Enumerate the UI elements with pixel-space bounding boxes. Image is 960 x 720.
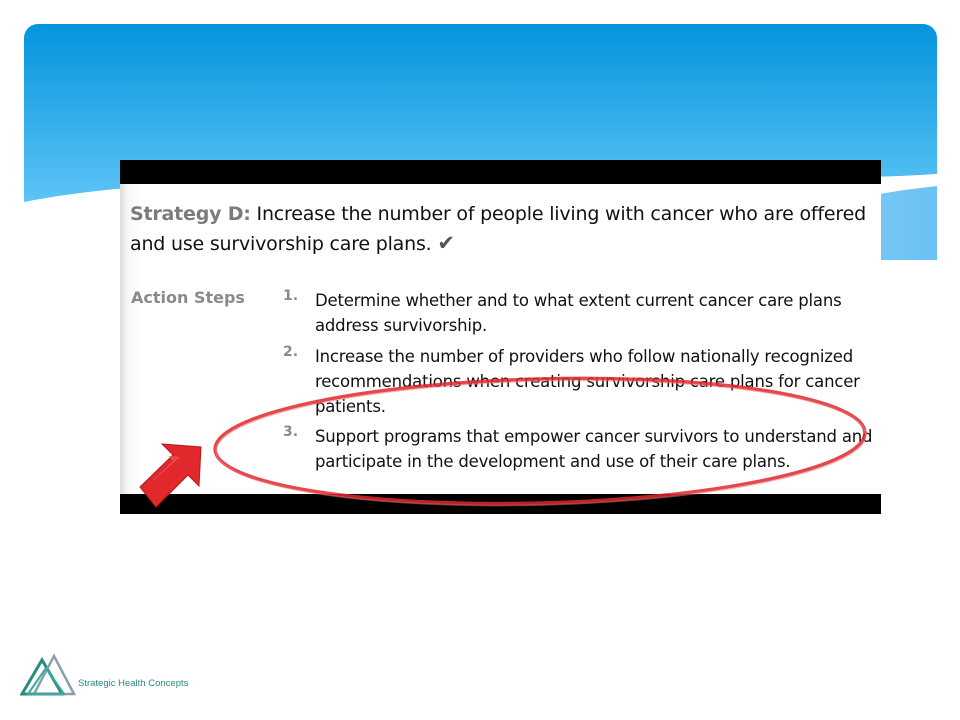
checkmark-icon: ✔ — [437, 231, 455, 255]
step-text: Determine whether and to what extent current cancer care plans address survivorship. — [315, 291, 842, 335]
strategy-label: Strategy D: — [130, 203, 251, 225]
list-item — [283, 424, 881, 474]
step-number: 2. — [283, 344, 299, 360]
list-item — [283, 344, 881, 419]
list-item — [283, 288, 881, 338]
plan-content — [120, 184, 881, 494]
triangle-logo-icon — [20, 652, 80, 698]
company-name: Strategic Health Concepts — [78, 678, 189, 689]
step-text: Support programs that empower cancer survivors to understand and participate in the development and use of their care plans. — [315, 427, 873, 471]
plan-screenshot — [120, 160, 881, 514]
step-number: 3. — [283, 424, 299, 440]
strategy-heading — [130, 200, 881, 259]
action-steps-label: Action Steps — [131, 288, 245, 307]
strategy-text: Increase the number of people living with cancer who are offered and use survivorship care plans. — [130, 203, 866, 255]
step-text: Increase the number of providers who follow nationally recognized recommendations when creating survivorship care plans for cancer patients. — [315, 347, 860, 416]
step-number: 1. — [283, 288, 299, 304]
